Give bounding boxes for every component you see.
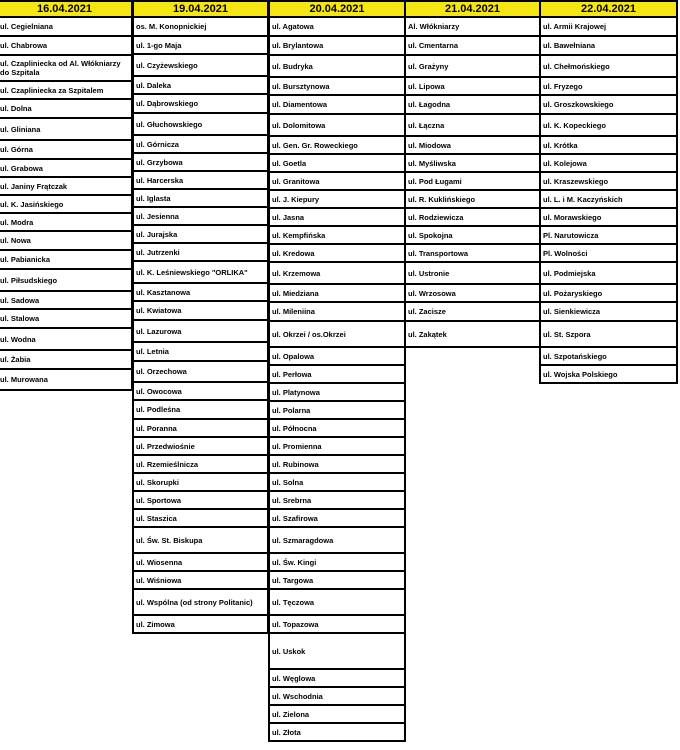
street-cell: ul. Transportowa bbox=[404, 245, 541, 263]
column-22-04 bbox=[539, 0, 678, 384]
street-cell: ul. Groszkowskiego bbox=[539, 96, 678, 115]
street-cell: ul. Poranna bbox=[132, 420, 269, 438]
street-cell: ul. Kraszewskiego bbox=[539, 173, 678, 191]
street-cell: ul. Targowa bbox=[268, 572, 406, 590]
street-cell: ul. Myśliwska bbox=[404, 155, 541, 173]
street-cell: Al. Włókniarzy bbox=[404, 18, 541, 37]
street-cell: Pl. Wolności bbox=[539, 245, 678, 263]
street-list bbox=[404, 18, 541, 348]
street-cell: ul. Pabianicka bbox=[0, 251, 133, 270]
street-cell: ul. Piłsudskiego bbox=[0, 270, 133, 292]
street-cell: ul. Dolna bbox=[0, 100, 133, 119]
street-cell: ul. Jurajska bbox=[132, 226, 269, 244]
street-cell: ul. Topazowa bbox=[268, 616, 406, 634]
street-cell: ul. Skorupki bbox=[132, 474, 269, 492]
street-cell: ul. Szpotańskiego bbox=[539, 348, 678, 366]
street-cell: ul. Mileniina bbox=[268, 303, 406, 322]
street-cell: ul. Granitowa bbox=[268, 173, 406, 191]
street-cell: ul. 1-go Maja bbox=[132, 37, 269, 55]
street-cell: ul. Diamentowa bbox=[268, 96, 406, 115]
street-cell: ul. Fryzego bbox=[539, 78, 678, 96]
street-cell: ul. Miedziana bbox=[268, 285, 406, 303]
column-21-04 bbox=[404, 0, 541, 348]
street-cell: ul. Platynowa bbox=[268, 384, 406, 402]
street-cell: ul. Zakątek bbox=[404, 322, 541, 348]
street-cell: ul. Czyżewskiego bbox=[132, 55, 269, 77]
street-cell: ul. Chełmońskiego bbox=[539, 56, 678, 78]
street-cell: ul. Wrzosowa bbox=[404, 285, 541, 303]
street-cell: ul. Jutrzenki bbox=[132, 244, 269, 262]
street-cell: ul. Modra bbox=[0, 214, 133, 232]
street-cell: ul. Opalowa bbox=[268, 348, 406, 366]
street-cell: ul. Cegielniana bbox=[0, 18, 133, 37]
street-cell: ul. Kwiatowa bbox=[132, 302, 269, 321]
street-cell: ul. Dolomitowa bbox=[268, 115, 406, 137]
street-cell: ul. L. i M. Kaczyńskich bbox=[539, 191, 678, 209]
street-cell: ul. Srebrna bbox=[268, 492, 406, 510]
street-cell: ul. Bawełniana bbox=[539, 37, 678, 56]
street-cell: ul. Rodziewicza bbox=[404, 209, 541, 227]
street-cell: ul. Jasna bbox=[268, 209, 406, 227]
street-list bbox=[132, 18, 269, 634]
street-cell: ul. Letnia bbox=[132, 343, 269, 362]
street-cell: ul. Budryka bbox=[268, 56, 406, 78]
street-cell: ul. Chabrowa bbox=[0, 37, 133, 56]
street-cell: ul. Wschodnia bbox=[268, 688, 406, 706]
date-header: 22.04.2021 bbox=[539, 0, 678, 18]
street-cell: ul. Wiosenna bbox=[132, 554, 269, 572]
street-cell: ul. K. Leśniewskiego "ORLIKA" bbox=[132, 262, 269, 284]
street-cell: ul. Lipowa bbox=[404, 78, 541, 96]
street-cell: ul. Spokojna bbox=[404, 227, 541, 245]
street-cell: ul. Głuchowskiego bbox=[132, 114, 269, 136]
street-cell: ul. Lazurowa bbox=[132, 321, 269, 343]
street-cell: ul. Sadowa bbox=[0, 292, 133, 310]
street-cell: ul. Żabia bbox=[0, 351, 133, 370]
street-cell: ul. Złota bbox=[268, 724, 406, 742]
street-cell: ul. Uskok bbox=[268, 634, 406, 670]
street-cell: ul. Łączna bbox=[404, 115, 541, 137]
street-cell: ul. Daleka bbox=[132, 77, 269, 95]
street-cell: ul. Brylantowa bbox=[268, 37, 406, 56]
street-cell: ul. Przedwiośnie bbox=[132, 438, 269, 456]
date-header: 16.04.2021 bbox=[0, 0, 133, 18]
street-cell: ul. Pożaryskiego bbox=[539, 285, 678, 303]
street-cell: ul. Armii Krajowej bbox=[539, 18, 678, 37]
street-cell: ul. Tęczowa bbox=[268, 590, 406, 616]
street-cell: ul. Grzybowa bbox=[132, 154, 269, 172]
street-cell: ul. Grażyny bbox=[404, 56, 541, 78]
street-cell: ul. Św. St. Biskupa bbox=[132, 528, 269, 554]
street-cell: ul. Krzemowa bbox=[268, 263, 406, 285]
street-cell: ul. Staszica bbox=[132, 510, 269, 528]
street-cell: ul. K. Kopeckiego bbox=[539, 115, 678, 137]
column-16-04 bbox=[0, 0, 133, 391]
street-cell: ul. Węglowa bbox=[268, 670, 406, 688]
street-cell: ul. Promienna bbox=[268, 438, 406, 456]
street-cell: ul. Jesienna bbox=[132, 208, 269, 226]
street-cell: ul. Gliniana bbox=[0, 119, 133, 141]
street-cell: ul. Polarna bbox=[268, 402, 406, 420]
street-cell: ul. Wiśniowa bbox=[132, 572, 269, 590]
street-cell: ul. Rubinowa bbox=[268, 456, 406, 474]
street-cell: Pl. Narutowicza bbox=[539, 227, 678, 245]
street-cell: ul. Podmiejska bbox=[539, 263, 678, 285]
street-cell: ul. Kempfińska bbox=[268, 227, 406, 245]
street-cell: ul. Czapliniecka za Szpitalem bbox=[0, 82, 133, 100]
street-cell: ul. Szmaragdowa bbox=[268, 528, 406, 554]
street-cell: ul. Św. Kingi bbox=[268, 554, 406, 572]
street-cell: ul. Murowana bbox=[0, 370, 133, 391]
street-cell: ul. Wodna bbox=[0, 329, 133, 351]
street-cell: os. M. Konopnickiej bbox=[132, 18, 269, 37]
street-list bbox=[539, 18, 678, 384]
street-cell: ul. Pod Ługami bbox=[404, 173, 541, 191]
street-cell: ul. Owocowa bbox=[132, 383, 269, 401]
street-cell: ul. Nowa bbox=[0, 232, 133, 251]
street-cell: ul. Podleśna bbox=[132, 401, 269, 420]
street-cell: ul. Zielona bbox=[268, 706, 406, 724]
street-cell: ul. Cmentarna bbox=[404, 37, 541, 56]
street-cell: ul. St. Szpora bbox=[539, 322, 678, 348]
street-cell: ul. Kasztanowa bbox=[132, 284, 269, 302]
street-cell: ul. Perłowa bbox=[268, 366, 406, 384]
street-cell: ul. Zacisze bbox=[404, 303, 541, 322]
street-cell: ul. J. Kiepury bbox=[268, 191, 406, 209]
street-cell: ul. Górna bbox=[0, 141, 133, 160]
street-cell: ul. Agatowa bbox=[268, 18, 406, 37]
street-cell: ul. Iglasta bbox=[132, 190, 269, 208]
street-cell: ul. Górnicza bbox=[132, 136, 269, 154]
date-header: 21.04.2021 bbox=[404, 0, 541, 18]
street-cell: ul. Okrzei / os.Okrzei bbox=[268, 322, 406, 348]
street-cell: ul. Harcerska bbox=[132, 172, 269, 190]
date-header: 20.04.2021 bbox=[268, 0, 406, 18]
street-cell: ul. Janiny Frątczak bbox=[0, 178, 133, 196]
street-cell: ul. K. Jasińskiego bbox=[0, 196, 133, 214]
street-cell: ul. Sienkiewicza bbox=[539, 303, 678, 322]
street-cell: ul. Krótka bbox=[539, 137, 678, 155]
date-header: 19.04.2021 bbox=[132, 0, 269, 18]
street-cell: ul. Kredowa bbox=[268, 245, 406, 263]
street-cell: ul. Grabowa bbox=[0, 160, 133, 178]
street-cell: ul. Czapliniecka od Al. Włókniarzy do Szpitala bbox=[0, 56, 133, 82]
street-cell: ul. Dąbrowskiego bbox=[132, 95, 269, 114]
street-cell: ul. Sportowa bbox=[132, 492, 269, 510]
street-cell: ul. R. Kuklińskiego bbox=[404, 191, 541, 209]
street-list bbox=[268, 18, 406, 742]
street-cell: ul. Zimowa bbox=[132, 616, 269, 634]
street-cell: ul. Gen. Gr. Roweckiego bbox=[268, 137, 406, 155]
street-cell: ul. Solna bbox=[268, 474, 406, 492]
street-cell: ul. Wojska Polskiego bbox=[539, 366, 678, 384]
street-list bbox=[0, 18, 133, 391]
street-cell: ul. Goetla bbox=[268, 155, 406, 173]
street-cell: ul. Orzechowa bbox=[132, 362, 269, 383]
street-cell: ul. Morawskiego bbox=[539, 209, 678, 227]
street-cell: ul. Kolejowa bbox=[539, 155, 678, 173]
street-cell: ul. Stalowa bbox=[0, 310, 133, 329]
street-cell: ul. Wspólna (od strony Politanic) bbox=[132, 590, 269, 616]
street-cell: ul. Bursztynowa bbox=[268, 78, 406, 96]
street-cell: ul. Miodowa bbox=[404, 137, 541, 155]
street-cell: ul. Szafirowa bbox=[268, 510, 406, 528]
street-cell: ul. Łagodna bbox=[404, 96, 541, 115]
column-20-04 bbox=[268, 0, 406, 742]
column-19-04 bbox=[132, 0, 269, 634]
street-cell: ul. Rzemieślnicza bbox=[132, 456, 269, 474]
street-cell: ul. Ustronie bbox=[404, 263, 541, 285]
street-cell: ul. Północna bbox=[268, 420, 406, 438]
